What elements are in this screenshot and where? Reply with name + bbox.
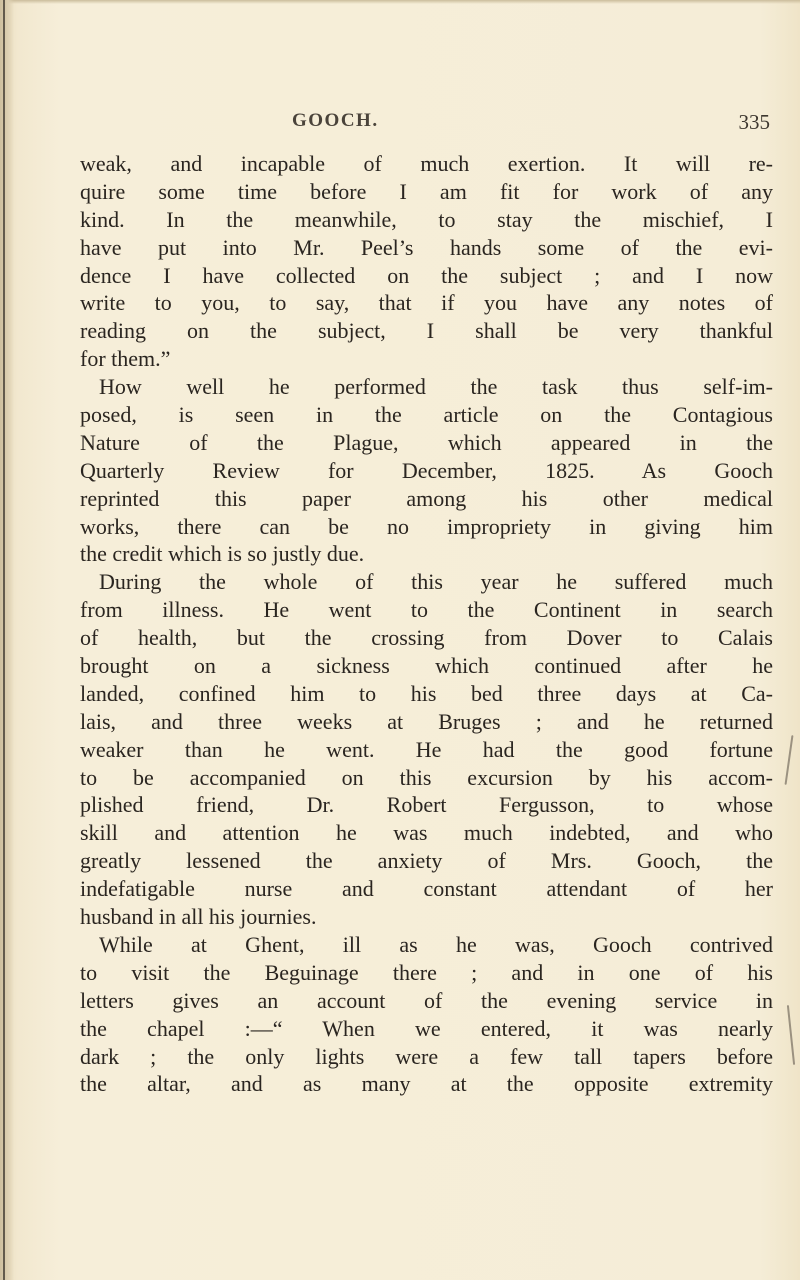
text-line: husband in all his journies.	[80, 904, 317, 930]
text-line: plished friend, Dr. Robert Fergusson, to whose	[80, 792, 773, 818]
text-line: Nature of the Plague, which appeared in the	[80, 429, 773, 455]
text-line: indefatigable nurse and constant attendant of her	[80, 876, 773, 902]
gutter-shadow-line	[3, 0, 5, 1280]
text-line: skill and attention he was much indebted, and who	[80, 820, 773, 846]
margin-pencil-mark	[785, 735, 794, 785]
text-line: have put into Mr. Peel’s hands some of the evi-	[80, 234, 773, 260]
text-line: to visit the Beguinage there ; and in one of his	[80, 959, 773, 985]
text-line: greatly lessened the anxiety of Mrs. Gooch, the	[80, 848, 773, 874]
text-line: the altar, and as many at the opposite extremity	[80, 1071, 773, 1097]
text-line: write to you, to say, that if you have any notes of	[80, 290, 773, 316]
text-line: quire some time before I am fit for work of any	[80, 178, 773, 204]
paragraph-start-line: While at Ghent, ill as he was, Gooch contrived	[99, 931, 773, 957]
text-line: of health, but the crossing from Dover to Calais	[80, 625, 773, 651]
body-text	[80, 150, 773, 1098]
text-line: Quarterly Review for December, 1825. As Gooch	[80, 457, 773, 483]
text-line: lais, and three weeks at Bruges ; and he returned	[80, 708, 773, 734]
text-line: works, there can be no impropriety in giving him	[80, 513, 773, 539]
page-header	[80, 110, 770, 140]
text-line: reprinted this paper among his other medical	[80, 485, 773, 511]
text-line: dark ; the only lights were a few tall tapers before	[80, 1043, 773, 1069]
text-line: kind. In the meanwhile, to stay the mischief, I	[80, 206, 773, 232]
text-line: posed, is seen in the article on the Contagious	[80, 402, 773, 428]
text-line: the credit which is so justly due.	[80, 541, 365, 567]
margin-pencil-mark	[787, 1005, 795, 1065]
text-line: dence I have collected on the subject ; and I now	[80, 262, 773, 288]
text-line: to be accompanied on this excursion by his accom-	[80, 764, 773, 790]
text-line: weak, and incapable of much exertion. It will re-	[80, 151, 773, 176]
page-number: 335	[738, 110, 770, 134]
text-line: landed, confined him to his bed three days at Ca-	[80, 680, 773, 706]
text-line: brought on a sickness which continued after he	[80, 653, 773, 679]
paragraph-start-line: During the whole of this year he suffered much	[99, 569, 773, 595]
text-line: weaker than he went. He had the good fortune	[80, 736, 773, 762]
paragraph-start-line: How well he performed the task thus self-im-	[99, 374, 773, 400]
text-line: reading on the subject, I shall be very thankful	[80, 318, 773, 344]
text-line: for them.”	[80, 346, 171, 372]
text-line: the chapel :—“ When we entered, it was nearly	[80, 1015, 773, 1041]
running-head: GOOCH.	[292, 110, 379, 131]
page-top-edge	[0, 0, 800, 4]
text-line: from illness. He went to the Continent in search	[80, 597, 773, 623]
text-line: letters gives an account of the evening service in	[80, 987, 773, 1013]
